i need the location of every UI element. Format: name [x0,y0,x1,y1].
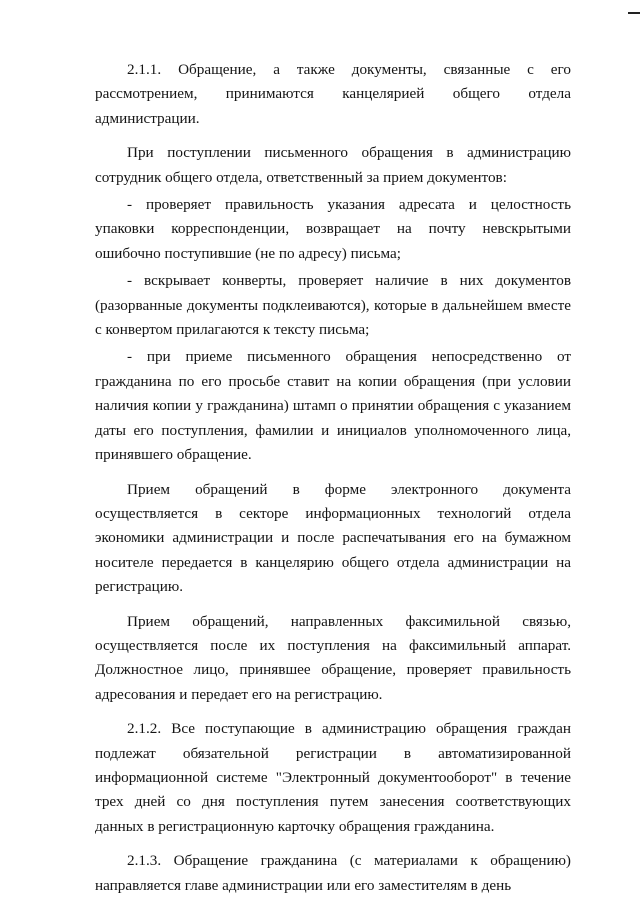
corner-mark [628,12,640,14]
paragraph-2-1-1: 2.1.1. Обращение, а также документы, связанные с его рассмотрением, принимаются канцелярией общего отдела администрации. [95,61,571,127]
paragraph-electronic-receipt: Прием обращений в форме электронного документа осуществляется в секторе информационных технологий отдела экономики администрации и после распечатывания его на бумажном носителе передается в канцелярию общего отдела администрации на регистрацию. [95,480,571,596]
paragraph-2-1-3: 2.1.3. Обращение гражданина (с материалами к обращению) направляется главе администрации или его заместителям в день [95,852,571,894]
list-item-open-envelopes: - вскрывает конверты, проверяет наличие в них документов (разорванные документы подклеиваются), которые в дальнейшем вместе с конвертом прилагаются к тексту письма; [95,272,571,339]
list-item-check-address: - проверяет правильность указания адресата и целостность упаковки корреспонденции, возвращает на почту невскрытыми ошибочно поступившие (не по адресу) письма; [95,196,571,262]
paragraph-receipt-intro: При поступлении письменного обращения в администрацию сотрудник общего отдела, ответственный за прием документов: [95,144,571,186]
document-body [95,58,571,898]
list-item-personal-receipt: - при приеме письменного обращения непосредственно от гражданина по его просьбе ставит на копии обращения (при условии наличия копии у гражданина) штамп о принятии обращения с указанием даты его поступления, фамилии и инициалов уполномоченного лица, принявшего обращение. [95,348,571,464]
paragraph-fax-receipt: Прием обращений, направленных факсимильной связью, осуществляется после их поступления на факсимильный аппарат. Должностное лицо, принявшее обращение, проверяет правильность адресования и передает его на регистрацию. [95,612,571,703]
paragraph-2-1-2: 2.1.2. Все поступающие в администрацию обращения граждан подлежат обязательной регистрации в автоматизированной информационной системе "Электронный документооборот" в течение трех дней со дня поступления путем занесения соответствующих данных в регистрационную карточку обращения гражданина. [95,720,571,835]
